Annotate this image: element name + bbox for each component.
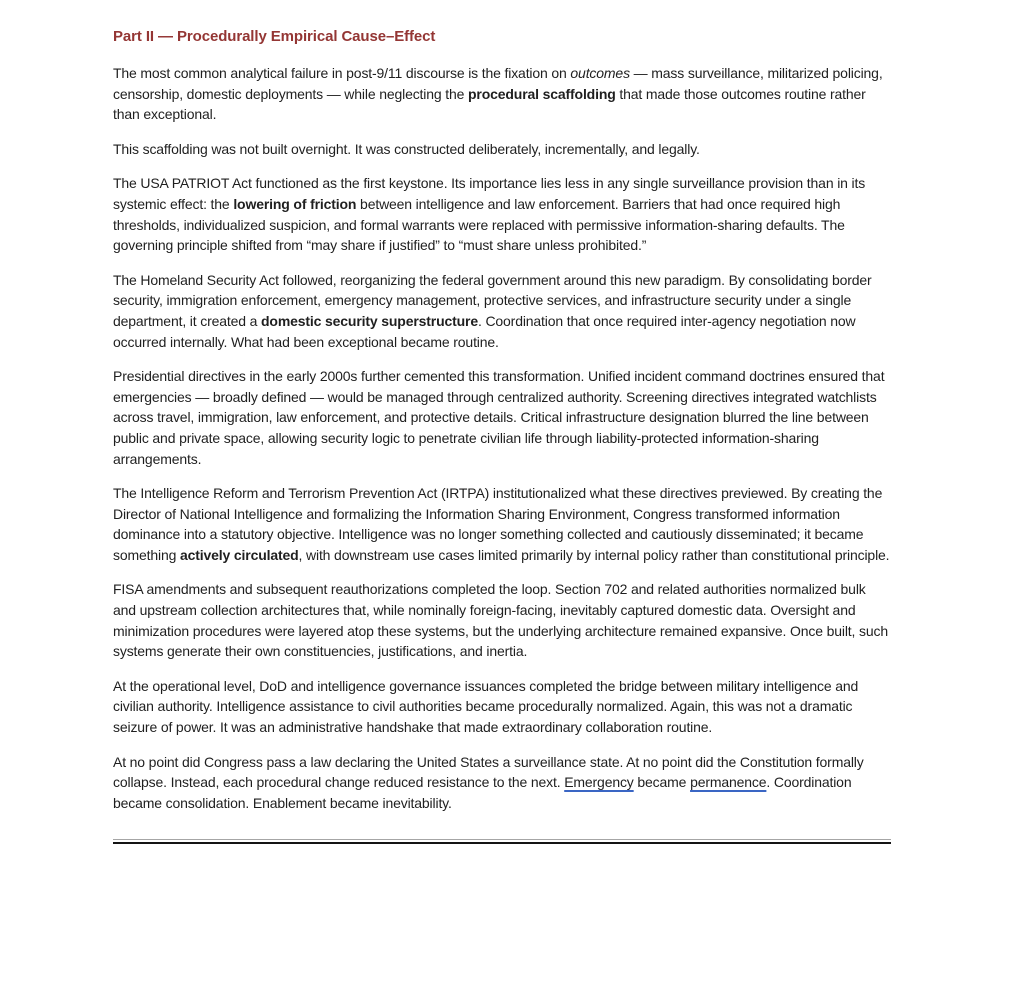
underlined-link[interactable]: permanence [690, 774, 767, 791]
section-divider [113, 839, 891, 844]
document-body [113, 63, 891, 813]
paragraph [113, 270, 891, 352]
text-run: that made those outcomes routine rather than exceptional. [113, 85, 866, 123]
paragraph [113, 139, 891, 160]
text-run: . Coordination that once required inter-agency negotiation now occurred internally. What had been exceptional became routine. [113, 312, 856, 350]
text-run: The most common analytical failure in post-9/11 discourse is the fixation on [113, 65, 571, 81]
text-run: This scaffolding was not built overnight. It was constructed deliberately, incrementally, and legally. [113, 140, 700, 157]
text-run: At no point did Congress pass a law declaring the United States a surveillance state. At no point did the Constitution formally collapse. Instead, each procedural change reduced resistance to the next. [113, 753, 864, 791]
paragraph [113, 752, 891, 814]
text-run: At the operational level, DoD and intelligence governance issuances completed the bridge between military intelligence and civilian authority. Intelligence assistance to civil authorities became procedurally normalized. Again, this was not a dramatic seizure of power. It was an administrative handshake that made extraordinary collaboration routine. [113, 677, 859, 736]
text-run: . Coordination became consolidation. Enablement became inevitability. [113, 774, 852, 811]
text-run: — mass surveillance, militarized policing, censorship, domestic deployments — while neglecting the [113, 65, 883, 102]
paragraph [113, 173, 891, 255]
paragraph [113, 579, 891, 661]
text-run: between intelligence and law enforcement. Barriers that had once required high thresholds, individualized suspicion, and formal warrants were replaced with permissive information-sharing defaults. The governing principle shifted from “may share if justified” to “must share unless prohibited.” [113, 195, 845, 254]
paragraph [113, 366, 891, 469]
text-run: , with downstream use cases limited primarily by internal policy rather than constitutional principle. [298, 546, 890, 563]
paragraph [113, 676, 891, 738]
text-run: The Intelligence Reform and Terrorism Prevention Act (IRTPA) institutionalized what these directives previewed. By creating the Director of National Intelligence and formalizing the Information Sharing Environment, Congress transformed information dominance into a statutory objective. Intelligence was no longer something collected and cautiously disseminated; it became something [113, 485, 883, 563]
text-run: The Homeland Security Act followed, reorganizing the federal government around this new paradigm. By consolidating border security, immigration enforcement, emergency management, protective services, and infrastructure security under a single department, it created a [113, 271, 872, 329]
section-heading: Part II — Procedurally Empirical Cause–Effect [113, 28, 436, 45]
text-run: domestic security superstructure [261, 312, 478, 329]
paragraph [113, 63, 891, 125]
document-page [113, 28, 891, 844]
text-run: FISA amendments and subsequent reauthorizations completed the loop. Section 702 and related authorities normalized bulk and upstream collection architectures that, while nominally foreign-facing, inevitably captured domestic data. Oversight and minimization procedures were layered atop these systems, but the underlying architecture remained expansive. Once built, such systems generate their own constituencies, justifications, and inertia. [113, 581, 888, 660]
underlined-link[interactable]: Emergency [564, 774, 634, 791]
text-run: outcomes [570, 65, 630, 81]
text-run: became [633, 774, 691, 791]
text-run: Presidential directives in the early 2000s further cemented this transformation. Unified incident command doctrines ensured that emergencies — broadly defined — would be managed through centralized authority. Screening directives integrated watchlists across travel, immigration, law enforcement, and protective details. Critical infrastructure designation blurred the line between public and private space, allowing security logic to penetrate civilian life through liability-protected information-sharing arrangements. [113, 368, 885, 467]
text-run: lowering of friction [233, 195, 357, 212]
text-run: procedural scaffolding [468, 85, 616, 102]
text-run: The USA PATRIOT Act functioned as the first keystone. Its importance lies less in any single surveillance provision than in its systemic effect: the [113, 175, 866, 212]
text-run: actively circulated [179, 546, 299, 563]
paragraph [113, 483, 891, 565]
